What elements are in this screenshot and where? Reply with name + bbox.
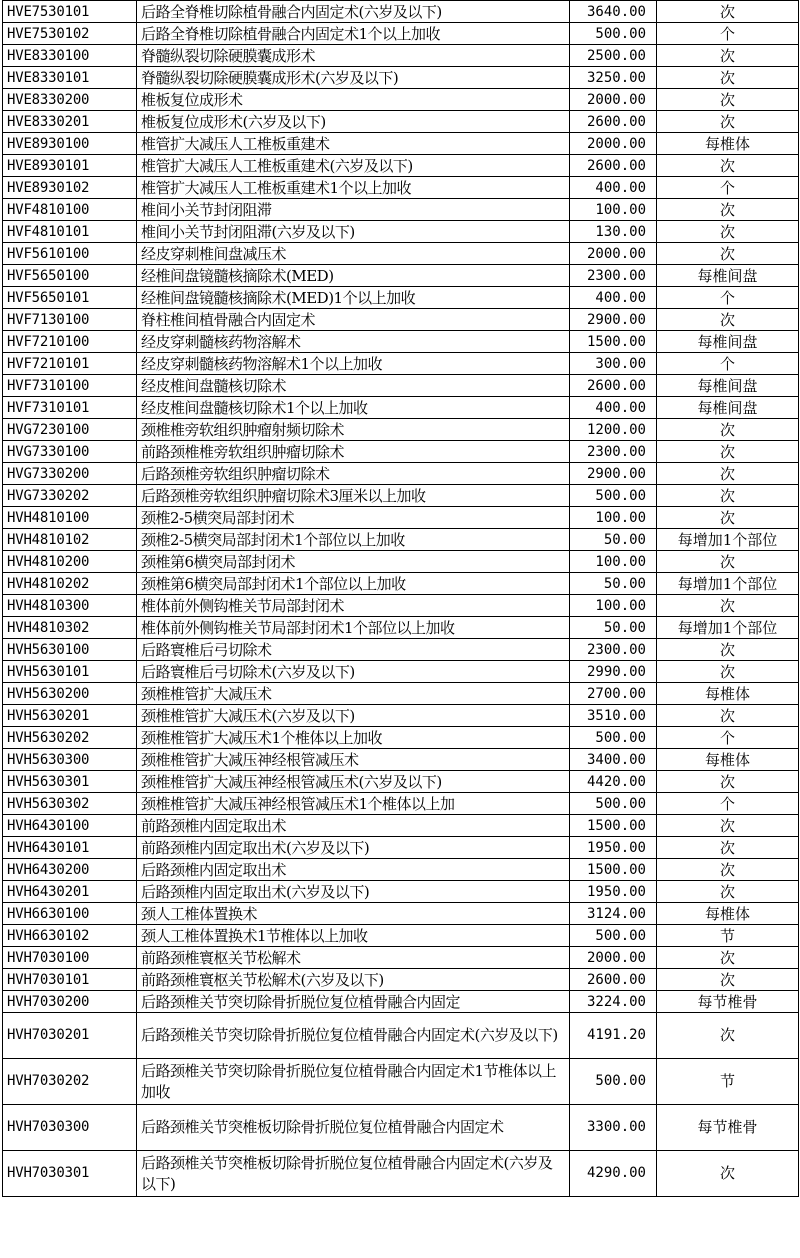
cell-item-name: 脊髓纵裂切除硬膜囊成形术 xyxy=(137,45,570,67)
cell-item-name: 颈椎2-5横突局部封闭术1个部位以上加收 xyxy=(137,529,570,551)
cell-price: 1200.00 xyxy=(570,419,657,441)
cell-price: 2600.00 xyxy=(570,111,657,133)
cell-item-name: 后路颈椎关节突切除骨折脱位复位植骨融合内固定术1节椎体以上加收 xyxy=(137,1059,570,1105)
cell-item-name: 颈椎椎旁软组织肿瘤射频切除术 xyxy=(137,419,570,441)
cell-price: 2600.00 xyxy=(570,375,657,397)
cell-price: 2000.00 xyxy=(570,243,657,265)
cell-price: 4420.00 xyxy=(570,771,657,793)
cell-price: 2600.00 xyxy=(570,155,657,177)
cell-item-name: 后路颈椎关节突椎板切除骨折脱位复位植骨融合内固定术 xyxy=(137,1105,570,1151)
cell-price: 1950.00 xyxy=(570,881,657,903)
cell-item-name: 后路颈椎内固定取出术 xyxy=(137,859,570,881)
cell-item-name: 后路颈椎关节突切除骨折脱位复位植骨融合内固定 xyxy=(137,991,570,1013)
cell-item-name: 经皮穿刺髓核药物溶解术 xyxy=(137,331,570,353)
table-row xyxy=(3,727,799,749)
cell-item-name: 前路颈椎内固定取出术 xyxy=(137,815,570,837)
cell-price: 1500.00 xyxy=(570,331,657,353)
cell-item-code: HVF7310101 xyxy=(3,397,137,419)
cell-price: 400.00 xyxy=(570,287,657,309)
cell-item-name: 颈人工椎体置换术1节椎体以上加收 xyxy=(137,925,570,947)
cell-price: 3124.00 xyxy=(570,903,657,925)
cell-unit: 次 xyxy=(657,705,799,727)
cell-item-code: HVH5630101 xyxy=(3,661,137,683)
cell-unit: 次 xyxy=(657,111,799,133)
table-row xyxy=(3,705,799,727)
cell-item-code: HVG7330100 xyxy=(3,441,137,463)
cell-price: 2500.00 xyxy=(570,45,657,67)
cell-unit: 次 xyxy=(657,155,799,177)
cell-item-code: HVH4810302 xyxy=(3,617,137,639)
cell-item-name: 颈椎椎管扩大减压术(六岁及以下) xyxy=(137,705,570,727)
cell-item-code: HVH6430100 xyxy=(3,815,137,837)
table-row xyxy=(3,991,799,1013)
cell-item-name: 脊柱椎间植骨融合内固定术 xyxy=(137,309,570,331)
cell-unit: 次 xyxy=(657,221,799,243)
cell-unit: 次 xyxy=(657,661,799,683)
cell-item-name: 脊髓纵裂切除硬膜囊成形术(六岁及以下) xyxy=(137,67,570,89)
cell-unit: 次 xyxy=(657,89,799,111)
cell-item-code: HVE8330201 xyxy=(3,111,137,133)
table-row xyxy=(3,309,799,331)
table-row xyxy=(3,287,799,309)
cell-unit: 次 xyxy=(657,969,799,991)
cell-item-code: HVF7210100 xyxy=(3,331,137,353)
cell-price: 500.00 xyxy=(570,925,657,947)
cell-item-name: 经椎间盘镜髓核摘除术(MED)1个以上加收 xyxy=(137,287,570,309)
cell-price: 100.00 xyxy=(570,507,657,529)
cell-price: 2300.00 xyxy=(570,639,657,661)
cell-unit: 次 xyxy=(657,1,799,23)
cell-unit: 每椎间盘 xyxy=(657,331,799,353)
cell-item-code: HVF4810101 xyxy=(3,221,137,243)
cell-price: 500.00 xyxy=(570,23,657,45)
cell-unit: 每增加1个部位 xyxy=(657,573,799,595)
cell-price: 2300.00 xyxy=(570,265,657,287)
table-row xyxy=(3,573,799,595)
table-row xyxy=(3,639,799,661)
cell-item-code: HVE8330100 xyxy=(3,45,137,67)
cell-unit: 次 xyxy=(657,243,799,265)
table-row xyxy=(3,925,799,947)
table-row xyxy=(3,793,799,815)
table-row xyxy=(3,881,799,903)
cell-item-name: 经椎间盘镜髓核摘除术(MED) xyxy=(137,265,570,287)
cell-item-code: HVH6430201 xyxy=(3,881,137,903)
cell-item-name: 椎管扩大减压人工椎板重建术 xyxy=(137,133,570,155)
cell-price: 2300.00 xyxy=(570,441,657,463)
cell-item-code: HVH5630300 xyxy=(3,749,137,771)
cell-item-name: 经皮穿刺椎间盘减压术 xyxy=(137,243,570,265)
table-row xyxy=(3,265,799,287)
cell-price: 500.00 xyxy=(570,485,657,507)
cell-unit: 次 xyxy=(657,419,799,441)
cell-unit: 每增加1个部位 xyxy=(657,529,799,551)
cell-unit: 每增加1个部位 xyxy=(657,617,799,639)
cell-price: 2900.00 xyxy=(570,463,657,485)
cell-unit: 每椎间盘 xyxy=(657,397,799,419)
cell-unit: 个 xyxy=(657,287,799,309)
cell-item-name: 前路颈椎寰枢关节松解术 xyxy=(137,947,570,969)
table-row xyxy=(3,903,799,925)
cell-item-code: HVG7330200 xyxy=(3,463,137,485)
cell-item-code: HVE8930102 xyxy=(3,177,137,199)
cell-item-code: HVG7230100 xyxy=(3,419,137,441)
cell-item-name: 椎板复位成形术(六岁及以下) xyxy=(137,111,570,133)
cell-item-code: HVE7530102 xyxy=(3,23,137,45)
cell-unit: 每椎体 xyxy=(657,749,799,771)
cell-unit: 次 xyxy=(657,1151,799,1197)
cell-item-code: HVH7030201 xyxy=(3,1013,137,1059)
cell-price: 3400.00 xyxy=(570,749,657,771)
cell-unit: 节 xyxy=(657,925,799,947)
cell-unit: 个 xyxy=(657,353,799,375)
table-row xyxy=(3,45,799,67)
cell-item-code: HVH5630302 xyxy=(3,793,137,815)
cell-item-code: HVF4810100 xyxy=(3,199,137,221)
table-row xyxy=(3,551,799,573)
cell-item-name: 颈椎椎管扩大减压术 xyxy=(137,683,570,705)
fee-schedule-table xyxy=(2,0,799,1197)
cell-item-name: 颈椎椎管扩大减压神经根管减压术 xyxy=(137,749,570,771)
cell-price: 100.00 xyxy=(570,595,657,617)
table-row xyxy=(3,155,799,177)
cell-item-name: 后路颈椎关节突切除骨折脱位复位植骨融合内固定术(六岁及以下) xyxy=(137,1013,570,1059)
cell-unit: 次 xyxy=(657,485,799,507)
cell-item-name: 椎间小关节封闭阻滞 xyxy=(137,199,570,221)
cell-item-code: HVH7030101 xyxy=(3,969,137,991)
cell-item-code: HVF7130100 xyxy=(3,309,137,331)
cell-unit: 每椎间盘 xyxy=(657,265,799,287)
cell-unit: 次 xyxy=(657,67,799,89)
cell-item-code: HVE7530101 xyxy=(3,1,137,23)
cell-price: 2000.00 xyxy=(570,947,657,969)
cell-item-name: 颈椎第6横突局部封闭术1个部位以上加收 xyxy=(137,573,570,595)
cell-unit: 次 xyxy=(657,881,799,903)
cell-price: 100.00 xyxy=(570,551,657,573)
cell-unit: 个 xyxy=(657,177,799,199)
cell-price: 3250.00 xyxy=(570,67,657,89)
table-row xyxy=(3,419,799,441)
cell-unit: 次 xyxy=(657,551,799,573)
table-row xyxy=(3,661,799,683)
table-row xyxy=(3,595,799,617)
cell-price: 2000.00 xyxy=(570,89,657,111)
cell-item-code: HVF5610100 xyxy=(3,243,137,265)
cell-unit: 每椎间盘 xyxy=(657,375,799,397)
cell-item-name: 后路全脊椎切除植骨融合内固定术(六岁及以下) xyxy=(137,1,570,23)
cell-item-name: 后路颈椎关节突椎板切除骨折脱位复位植骨融合内固定术(六岁及以下) xyxy=(137,1151,570,1197)
cell-price: 50.00 xyxy=(570,617,657,639)
cell-unit: 次 xyxy=(657,45,799,67)
cell-item-code: HVH4810200 xyxy=(3,551,137,573)
cell-item-code: HVF7210101 xyxy=(3,353,137,375)
cell-item-code: HVH5630100 xyxy=(3,639,137,661)
cell-unit: 次 xyxy=(657,441,799,463)
cell-item-name: 前路颈椎椎旁软组织肿瘤切除术 xyxy=(137,441,570,463)
cell-item-code: HVH4810100 xyxy=(3,507,137,529)
table-row xyxy=(3,89,799,111)
cell-item-name: 经皮椎间盘髓核切除术1个以上加收 xyxy=(137,397,570,419)
cell-item-code: HVH5630200 xyxy=(3,683,137,705)
cell-unit: 次 xyxy=(657,199,799,221)
cell-item-code: HVH7030300 xyxy=(3,1105,137,1151)
table-row xyxy=(3,67,799,89)
table-row xyxy=(3,1059,799,1105)
cell-unit: 个 xyxy=(657,793,799,815)
cell-unit: 次 xyxy=(657,463,799,485)
cell-price: 3224.00 xyxy=(570,991,657,1013)
table-row xyxy=(3,507,799,529)
cell-item-name: 椎体前外侧钩椎关节局部封闭术 xyxy=(137,595,570,617)
cell-price: 2000.00 xyxy=(570,133,657,155)
cell-item-code: HVH5630202 xyxy=(3,727,137,749)
cell-item-name: 颈椎第6横突局部封闭术 xyxy=(137,551,570,573)
cell-price: 1950.00 xyxy=(570,837,657,859)
cell-unit: 每椎体 xyxy=(657,683,799,705)
table-row xyxy=(3,177,799,199)
cell-item-code: HVH4810300 xyxy=(3,595,137,617)
cell-price: 3300.00 xyxy=(570,1105,657,1151)
cell-unit: 次 xyxy=(657,507,799,529)
cell-item-name: 后路寰椎后弓切除术(六岁及以下) xyxy=(137,661,570,683)
cell-unit: 每节椎骨 xyxy=(657,991,799,1013)
table-row xyxy=(3,23,799,45)
table-row xyxy=(3,441,799,463)
cell-item-name: 后路全脊椎切除植骨融合内固定术1个以上加收 xyxy=(137,23,570,45)
table-row xyxy=(3,969,799,991)
cell-price: 2700.00 xyxy=(570,683,657,705)
cell-unit: 次 xyxy=(657,815,799,837)
cell-unit: 次 xyxy=(657,595,799,617)
table-row xyxy=(3,859,799,881)
cell-item-name: 颈椎2-5横突局部封闭术 xyxy=(137,507,570,529)
cell-item-name: 颈椎椎管扩大减压神经根管减压术(六岁及以下) xyxy=(137,771,570,793)
cell-price: 2900.00 xyxy=(570,309,657,331)
cell-item-name: 颈人工椎体置换术 xyxy=(137,903,570,925)
table-row xyxy=(3,683,799,705)
cell-unit: 次 xyxy=(657,837,799,859)
cell-unit: 次 xyxy=(657,947,799,969)
cell-item-name: 后路颈椎旁软组织肿瘤切除术 xyxy=(137,463,570,485)
cell-unit: 个 xyxy=(657,727,799,749)
cell-item-name: 前路颈椎内固定取出术(六岁及以下) xyxy=(137,837,570,859)
cell-price: 3510.00 xyxy=(570,705,657,727)
cell-item-name: 经皮穿刺髓核药物溶解术1个以上加收 xyxy=(137,353,570,375)
table-row xyxy=(3,243,799,265)
cell-unit: 次 xyxy=(657,309,799,331)
cell-item-name: 经皮椎间盘髓核切除术 xyxy=(137,375,570,397)
cell-item-code: HVH7030100 xyxy=(3,947,137,969)
cell-item-name: 椎管扩大减压人工椎板重建术(六岁及以下) xyxy=(137,155,570,177)
table-row xyxy=(3,771,799,793)
table-row xyxy=(3,133,799,155)
cell-item-code: HVH6430200 xyxy=(3,859,137,881)
cell-unit: 个 xyxy=(657,23,799,45)
cell-price: 500.00 xyxy=(570,1059,657,1105)
table-row xyxy=(3,199,799,221)
cell-item-code: HVH6630102 xyxy=(3,925,137,947)
cell-item-name: 后路颈椎旁软组织肿瘤切除术3厘米以上加收 xyxy=(137,485,570,507)
cell-item-name: 后路颈椎内固定取出术(六岁及以下) xyxy=(137,881,570,903)
cell-item-code: HVE8930100 xyxy=(3,133,137,155)
cell-item-name: 前路颈椎寰枢关节松解术(六岁及以下) xyxy=(137,969,570,991)
table-row xyxy=(3,749,799,771)
cell-item-name: 颈椎椎管扩大减压神经根管减压术1个椎体以上加 xyxy=(137,793,570,815)
cell-item-name: 椎间小关节封闭阻滞(六岁及以下) xyxy=(137,221,570,243)
cell-price: 4191.20 xyxy=(570,1013,657,1059)
cell-item-code: HVE8330101 xyxy=(3,67,137,89)
cell-item-name: 椎体前外侧钩椎关节局部封闭术1个部位以上加收 xyxy=(137,617,570,639)
table-row xyxy=(3,111,799,133)
table-row xyxy=(3,529,799,551)
cell-item-code: HVH6430101 xyxy=(3,837,137,859)
cell-item-code: HVF5650101 xyxy=(3,287,137,309)
table-row xyxy=(3,1013,799,1059)
cell-price: 2990.00 xyxy=(570,661,657,683)
cell-price: 500.00 xyxy=(570,727,657,749)
cell-item-code: HVH7030200 xyxy=(3,991,137,1013)
table-row xyxy=(3,221,799,243)
cell-unit: 每椎体 xyxy=(657,133,799,155)
cell-price: 500.00 xyxy=(570,793,657,815)
fee-table-body xyxy=(3,1,799,1197)
cell-unit: 每节椎骨 xyxy=(657,1105,799,1151)
table-row xyxy=(3,837,799,859)
table-row xyxy=(3,1,799,23)
cell-price: 2600.00 xyxy=(570,969,657,991)
table-row xyxy=(3,1105,799,1151)
cell-item-code: HVF5650100 xyxy=(3,265,137,287)
cell-item-code: HVF7310100 xyxy=(3,375,137,397)
cell-price: 300.00 xyxy=(570,353,657,375)
cell-price: 1500.00 xyxy=(570,859,657,881)
cell-item-code: HVH5630301 xyxy=(3,771,137,793)
cell-price: 3640.00 xyxy=(570,1,657,23)
table-row xyxy=(3,331,799,353)
table-row xyxy=(3,1151,799,1197)
cell-price: 50.00 xyxy=(570,573,657,595)
cell-price: 400.00 xyxy=(570,397,657,419)
cell-item-code: HVH4810102 xyxy=(3,529,137,551)
table-row xyxy=(3,485,799,507)
cell-item-name: 椎管扩大减压人工椎板重建术1个以上加收 xyxy=(137,177,570,199)
cell-price: 100.00 xyxy=(570,199,657,221)
table-row xyxy=(3,353,799,375)
cell-price: 4290.00 xyxy=(570,1151,657,1197)
cell-unit: 节 xyxy=(657,1059,799,1105)
cell-unit: 次 xyxy=(657,771,799,793)
cell-item-code: HVG7330202 xyxy=(3,485,137,507)
cell-price: 130.00 xyxy=(570,221,657,243)
cell-price: 1500.00 xyxy=(570,815,657,837)
cell-unit: 次 xyxy=(657,1013,799,1059)
cell-item-name: 颈椎椎管扩大减压术1个椎体以上加收 xyxy=(137,727,570,749)
cell-price: 50.00 xyxy=(570,529,657,551)
cell-item-name: 椎板复位成形术 xyxy=(137,89,570,111)
table-row xyxy=(3,375,799,397)
cell-item-code: HVE8930101 xyxy=(3,155,137,177)
cell-item-code: HVH5630201 xyxy=(3,705,137,727)
table-row xyxy=(3,463,799,485)
cell-unit: 次 xyxy=(657,639,799,661)
table-row xyxy=(3,815,799,837)
cell-item-code: HVH7030202 xyxy=(3,1059,137,1105)
cell-item-code: HVE8330200 xyxy=(3,89,137,111)
table-row xyxy=(3,617,799,639)
cell-item-code: HVH6630100 xyxy=(3,903,137,925)
cell-unit: 每椎体 xyxy=(657,903,799,925)
cell-item-code: HVH4810202 xyxy=(3,573,137,595)
cell-unit: 次 xyxy=(657,859,799,881)
table-row xyxy=(3,397,799,419)
table-row xyxy=(3,947,799,969)
cell-price: 400.00 xyxy=(570,177,657,199)
cell-item-code: HVH7030301 xyxy=(3,1151,137,1197)
cell-item-name: 后路寰椎后弓切除术 xyxy=(137,639,570,661)
